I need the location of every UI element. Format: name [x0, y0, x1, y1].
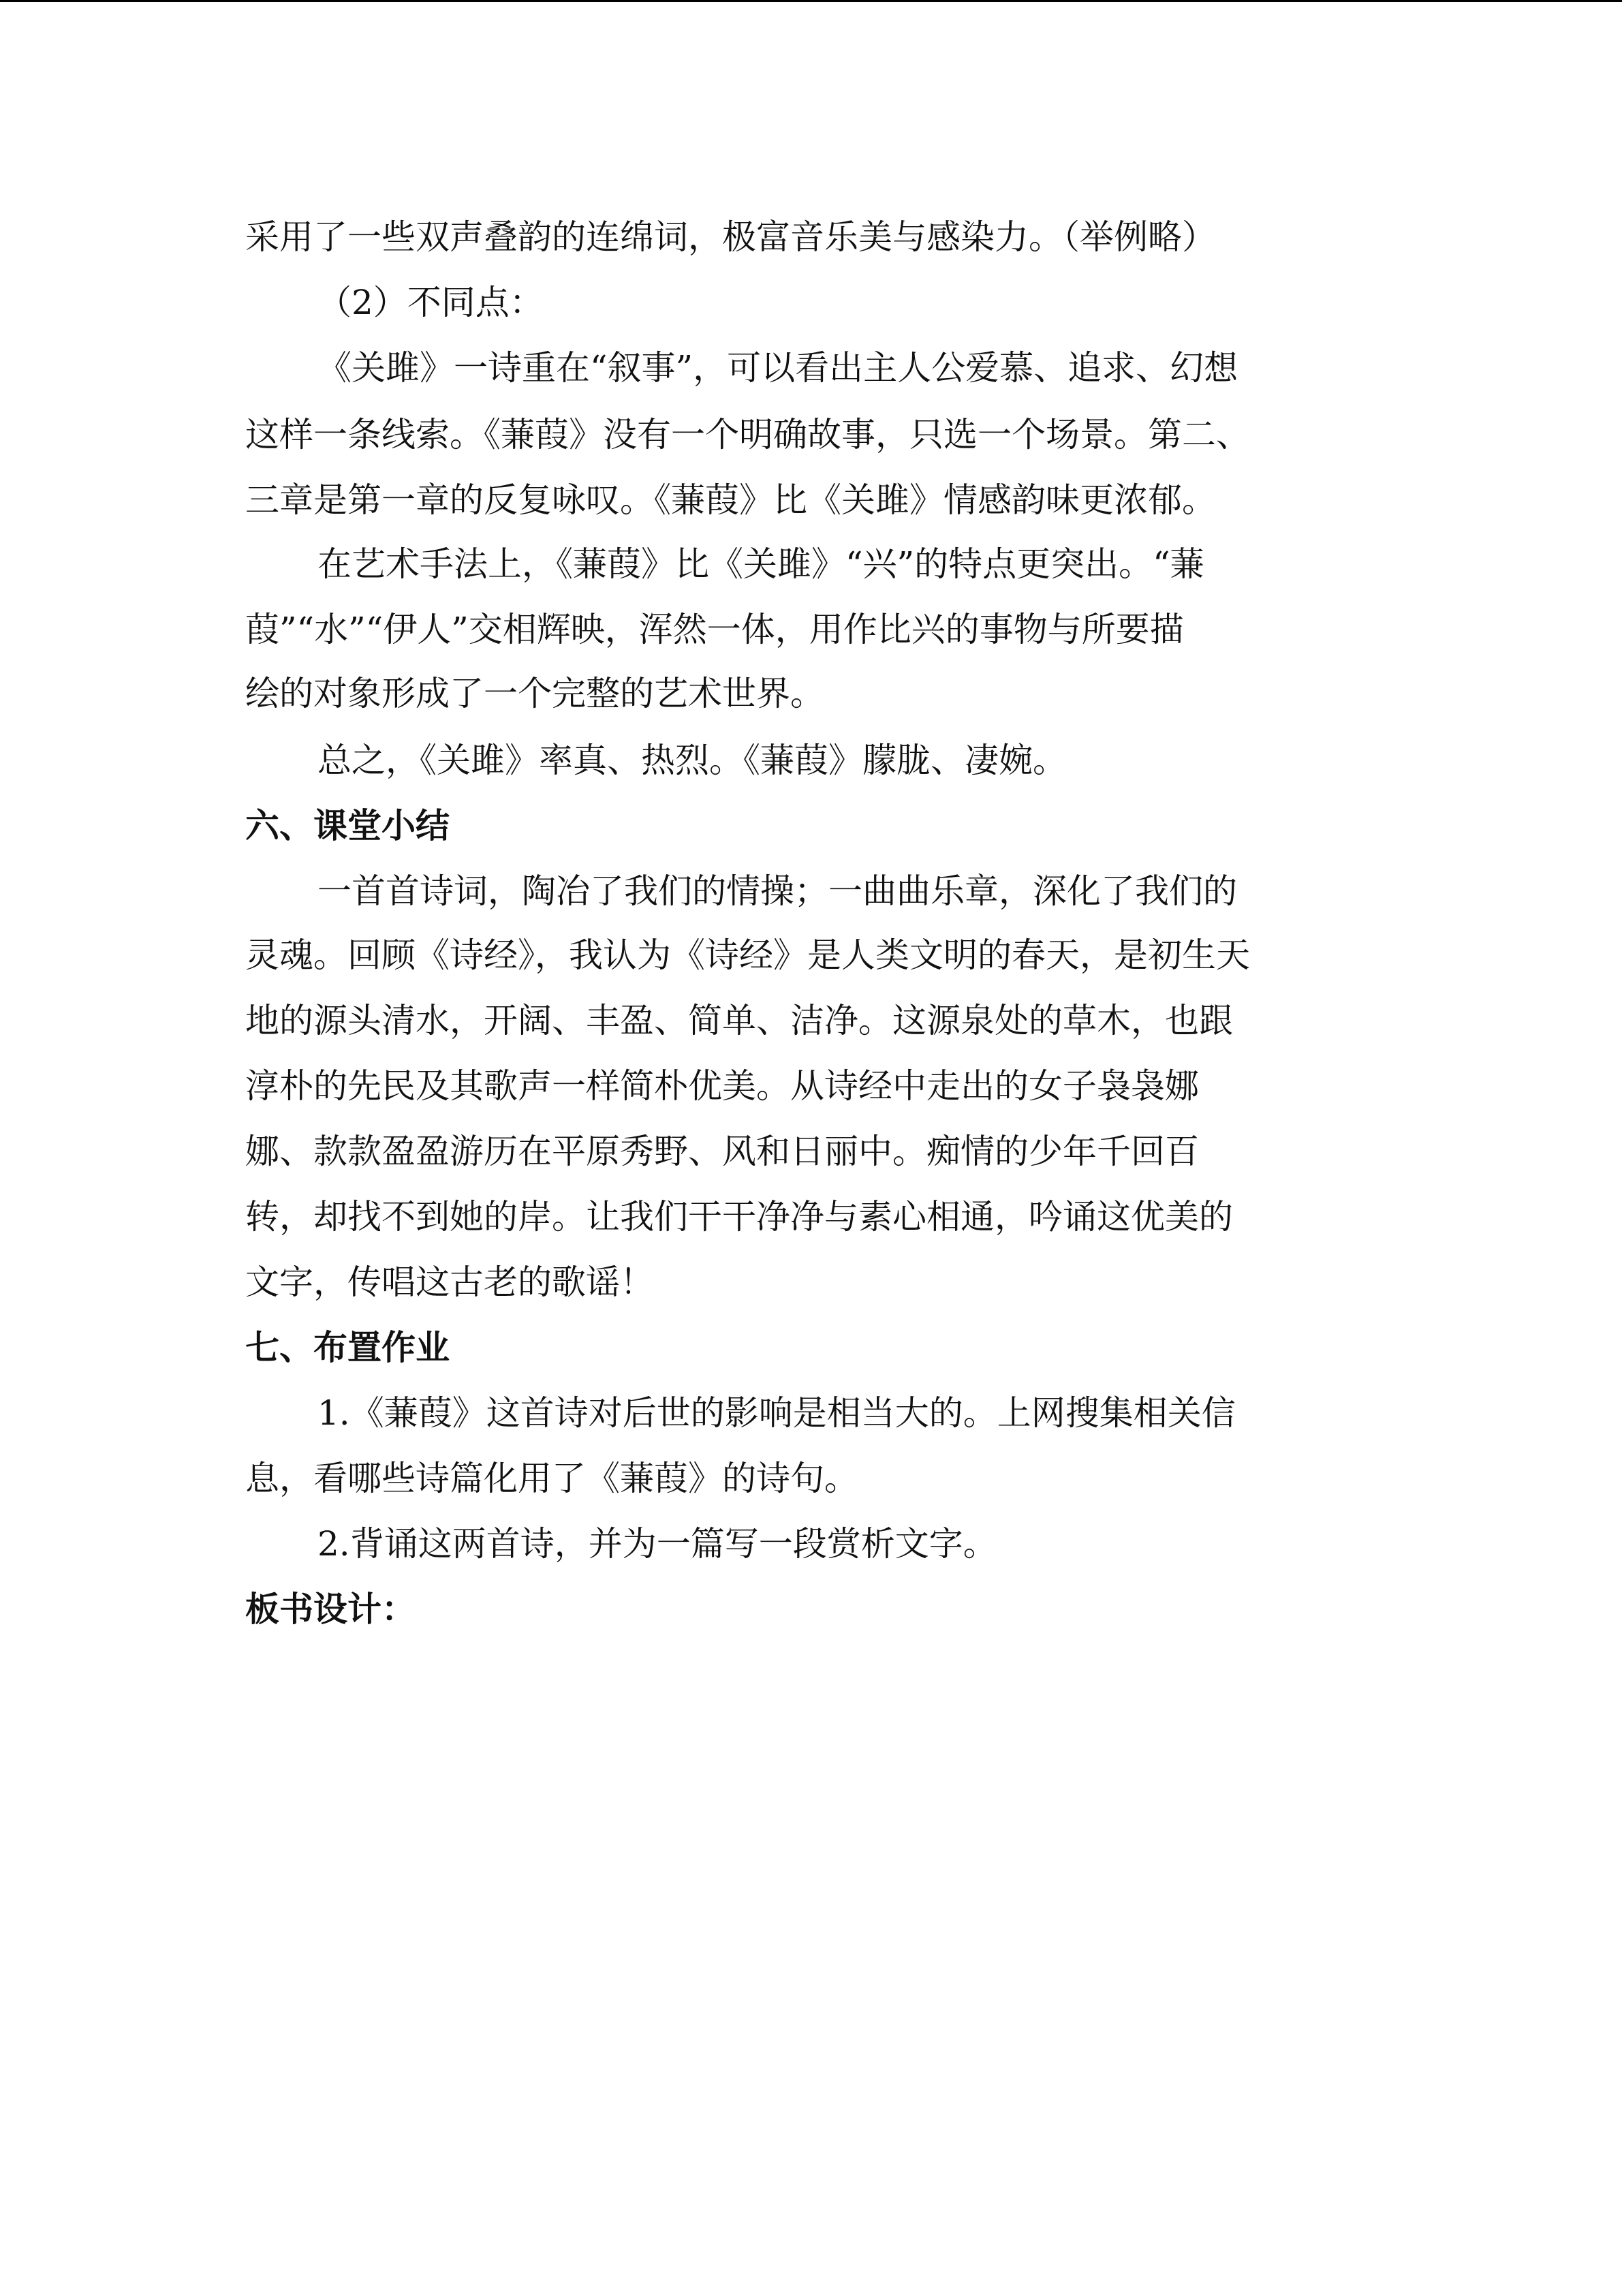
document-page	[0, 2, 1622, 2296]
paragraph-line: 采用了一些双声叠韵的连绵词，极富音乐美与感染力。（举例略）	[245, 217, 1216, 257]
homework-item-2: 2.背诵这两首诗，并为一篇写一段赏析文字。	[317, 1524, 997, 1564]
paragraph-line: 在艺术手法上，《蒹葭》比《关雎》“兴”的特点更突出。“蒹	[317, 544, 1204, 584]
paragraph-line: 转，却找不到她的岸。让我们干干净净与素心相通，吟诵这优美的	[245, 1197, 1233, 1237]
paragraph-line: 三章是第一章的反复咏叹。《蒹葭》比《关雎》情感韵味更浓郁。	[245, 480, 1216, 520]
homework-item-1: 1.《蒹葭》这首诗对后世的影响是相当大的。上网搜集相关信	[317, 1393, 1236, 1433]
paragraph-line: 一首首诗词，陶冶了我们的情操；一曲曲乐章，深化了我们的	[317, 871, 1237, 911]
paragraph-line: 娜、款款盈盈游历在平原秀野、风和日丽中。痴情的少年千回百	[245, 1132, 1199, 1171]
homework-item-1-continued: 息，看哪些诗篇化用了《蒹葭》的诗句。	[245, 1459, 858, 1498]
section-heading-board-design: 板书设计：	[245, 1589, 416, 1629]
section-heading-summary: 六、课堂小结	[245, 806, 450, 846]
paragraph-line: 葭”“水”“伊人”交相辉映，浑然一体，用作比兴的事物与所要描	[245, 610, 1184, 649]
paragraph-line: 这样一条线索。《蒹葭》没有一个明确故事，只选一个场景。第二、	[245, 415, 1250, 454]
subheading-differences: （2）不同点：	[317, 283, 544, 322]
paragraph-line: 灵魂。回顾《诗经》，我认为《诗经》是人类文明的春天，是初生天	[245, 935, 1250, 975]
paragraph-line: 文字，传唱这古老的歌谣！	[245, 1262, 654, 1302]
paragraph-line: 总之，《关雎》率真、热烈。《蒹葭》朦胧、凄婉。	[317, 741, 1067, 780]
paragraph-line: 地的源头清水，开阔、丰盈、简单、洁净。这源泉处的草木，也跟	[245, 1001, 1233, 1040]
paragraph-line: 绘的对象形成了一个完整的艺术世界。	[245, 674, 824, 713]
section-heading-homework: 七、布置作业	[245, 1328, 450, 1367]
paragraph-line: 淳朴的先民及其歌声一样简朴优美。从诗经中走出的女子袅袅娜	[245, 1066, 1199, 1106]
paragraph-line: 《关雎》一诗重在“叙事”，可以看出主人公爱慕、追求、幻想	[317, 348, 1238, 388]
